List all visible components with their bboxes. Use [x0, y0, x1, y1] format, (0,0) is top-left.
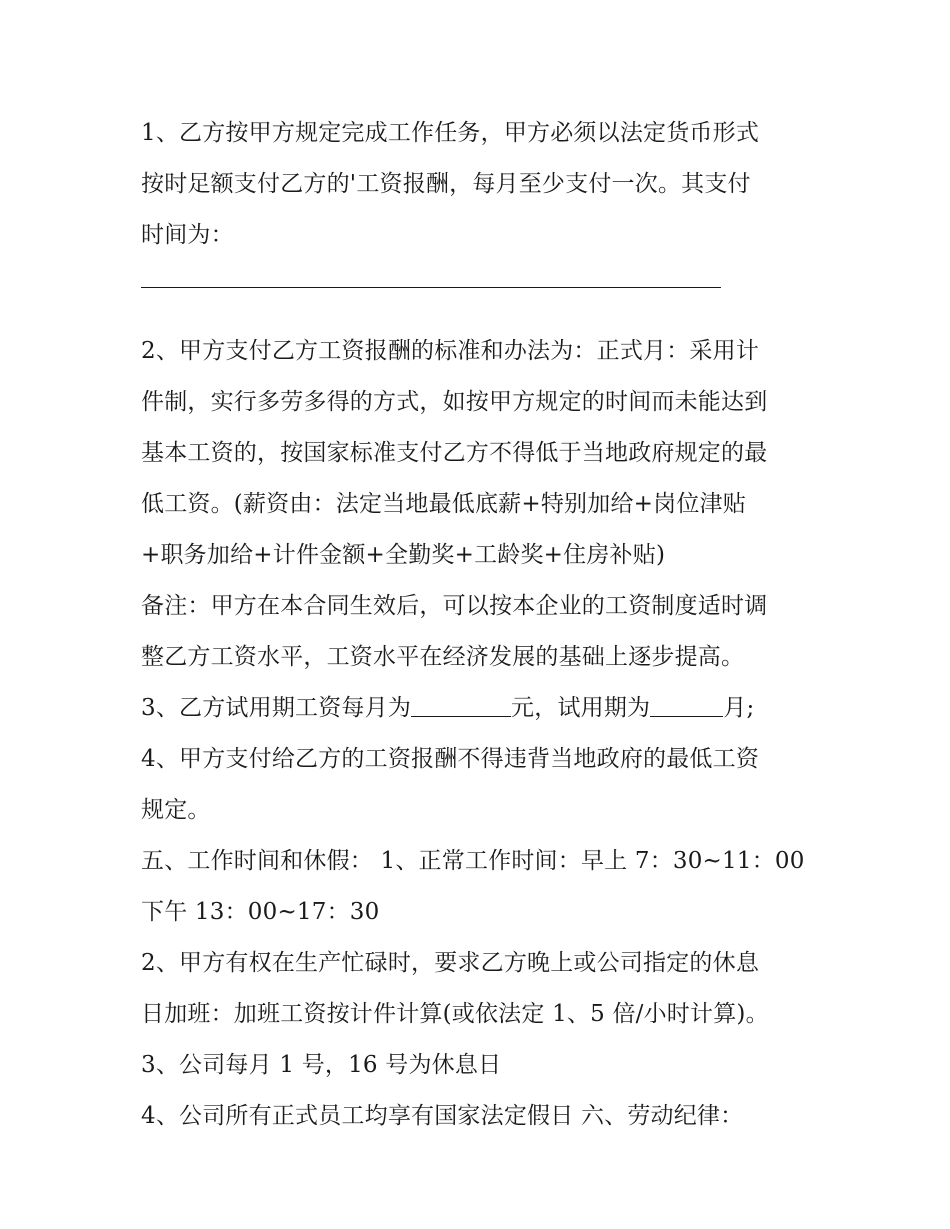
text-line: 规定。	[141, 797, 211, 823]
text-line: 时间为：	[141, 222, 234, 248]
salary-blank	[411, 715, 511, 717]
text-line: 按时足额支付乙方的'工资报酬，每月至少支付一次。其支付	[141, 171, 751, 197]
text-line: 1、乙方按甲方规定完成工作任务，甲方必须以法定货币形式	[141, 120, 760, 146]
underline-rule	[141, 287, 721, 288]
text-line: +职务加给+计件金额+全勤奖+工龄奖+住房补贴)	[141, 542, 666, 568]
text-line: 日加班：加班工资按计件计算(或依法定 1、5 倍/小时计算)。	[141, 1001, 769, 1027]
text-line: 备注：甲方在本合同生效后，可以按本企业的工资制度适时调	[141, 593, 768, 619]
probation-period-blank	[650, 715, 723, 717]
item3-mid: 元，试用期为	[511, 695, 651, 721]
text-line: 2、甲方支付乙方工资报酬的标准和办法为：正式月：采用计	[141, 338, 760, 364]
probation-salary-line	[141, 683, 821, 734]
text-line: 五、工作时间和休假： 1、正常工作时间：早上 7：30~11：00	[141, 848, 805, 874]
text-line: 基本工资的，按国家标准支付乙方不得低于当地政府规定的最	[141, 440, 768, 466]
text-line: 下午 13：00~17：30	[141, 899, 380, 925]
text-line: 整乙方工资水平，工资水平在经济发展的基础上逐步提高。	[141, 644, 745, 670]
item3-prefix: 3、乙方试用期工资每月为	[141, 695, 412, 721]
fill-in-line	[141, 261, 821, 312]
text-line: 4、甲方支付给乙方的工资报酬不得违背当地政府的最低工资	[141, 746, 760, 772]
text-line: 3、公司每月 1 号，16 号为休息日	[141, 1052, 502, 1078]
text-line: 低工资。(薪资由：法定当地最低底薪+特别加给+岗位津贴	[141, 491, 746, 517]
text-line: 4、公司所有正式员工均享有国家法定假日 六、劳动纪律：	[141, 1103, 744, 1129]
text-line: 件制，实行多劳多得的方式，如按甲方规定的时间而未能达到	[141, 389, 768, 415]
item3-suffix: 月;	[723, 695, 755, 721]
text-line: 2、甲方有权在生产忙碌时，要求乙方晚上或公司指定的休息	[141, 950, 760, 976]
document-body	[141, 108, 821, 1142]
